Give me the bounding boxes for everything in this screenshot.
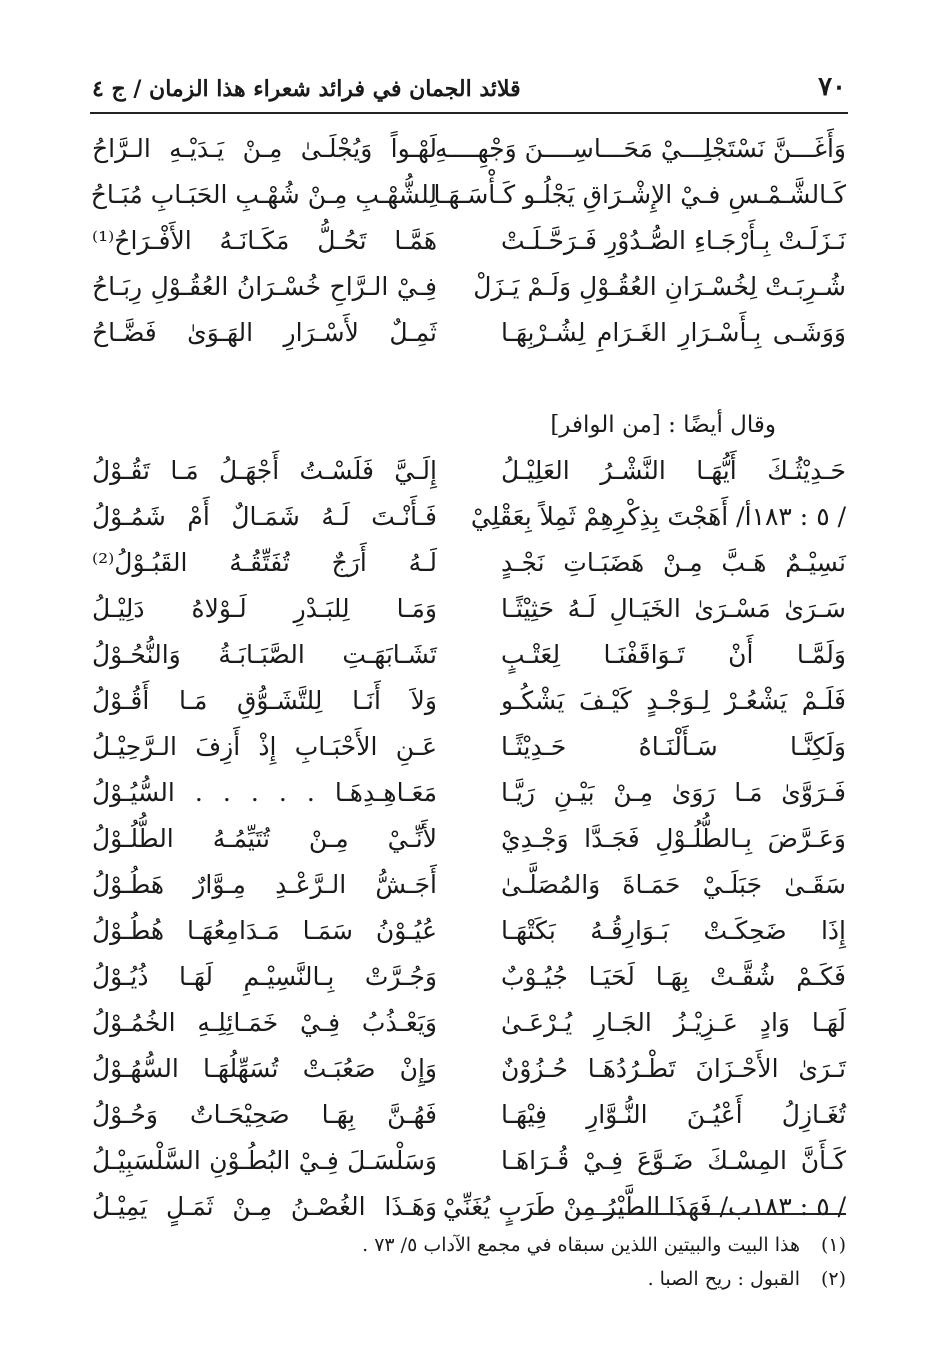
left-verse-bottom-9: لأَنِّـيْ مِـنْ تُتَيِّمُـهُ الطُّلُـوْلُ: [92, 824, 437, 853]
right-verse-bottom-1: حَـدِيْثُـكَ أَيُّهَـا النَّشْـرُ العَلِيْـلُ: [501, 456, 846, 485]
left-verse-bottom-16: وَسَلْسَـلَ فِـيْ البُطُـوْنِ السَّلْسَبِيْـلُ: [92, 1146, 437, 1175]
right-verse-bottom-3: نَسِيْـمٌ هَـبَّ مِـنْ هَضَبَـاتِ نَجْـدٍ: [501, 548, 846, 577]
right-verses-bottom: [442, 448, 846, 1230]
right-verse-bottom-4: سَـرَىٰ مَسْـرَىٰ الخَيَـالِ لَـهُ حَثِيْثًـا: [501, 594, 846, 623]
right-verse-top-4: شُـرِبَـتْ لِخُسْـرَانِ العُقُـوْلِ وَلَـمْ يَـزَلْ: [473, 272, 846, 301]
footnote-text: هذا البيت والبيتين اللذين سبقاه في مجمع الآداب ٥/ ٧٣ .: [362, 1234, 800, 1256]
footnote-number: (٢): [820, 1268, 846, 1290]
footnote-number: (١): [820, 1234, 846, 1256]
left-verse-top-4: فِـيْ الـرَّاحِ خُسْـرَانُ العُقُـوْلِ رِبَـاحُ: [92, 272, 437, 301]
footnotes: [246, 1228, 846, 1296]
left-verse-bottom-3: لَـهُ أَرَجٌ تُفَتِّقُـهُ القَبُـوْلُ⁽²⁾: [92, 548, 437, 577]
header-rule: [90, 112, 848, 114]
left-verse-top-5: ثَمِـلٌ لأَسْـرَارِ الهَـوَىٰ فَضَّـاحُ: [92, 318, 437, 347]
right-verses-top: [433, 126, 846, 356]
right-verse-bottom-10: سَقَـىٰ جَبَلَـيْ حَمَـاةَ وَالمُصَلَّـىٰ: [501, 870, 846, 899]
left-verse-bottom-14: وَإِنْ صَعُبَـتْ تُسَهِّلُهَـا السُّهُـوْلُ: [92, 1054, 437, 1083]
poem-intro: وقال أيضًا : [من الوافر]: [550, 412, 776, 438]
left-verse-bottom-5: تَشَـابَهَـتِ الصَّبَـابَـةُ وَالنُّحُـوْلُ: [92, 640, 437, 669]
right-verse-top-2: كَـالشَّـمْـسِ فـيْ الإِشْـرَاقِ يَجْلُـو كَـأْسَـهَـا: [433, 180, 846, 209]
right-verse-bottom-5: وَلَمَّـا أَنْ تَـوَاقَفْنَـا لِعَتْـبٍ: [501, 640, 846, 669]
left-verse-bottom-8: مَعَـاهِـدِهَـا . . . . . السُّيُـوْلُ: [92, 778, 437, 807]
right-verse-bottom-11: إِذَا ضَحِكَـتْ بَـوَارِقُـهُ بَكَتْهَـا: [501, 916, 846, 945]
right-verse-bottom-17: / ٥ : ١٨٣ب/ فَهَذَا الطَّيْرُ مِنْ طَرَبٍ يُغَنِّيْ: [442, 1192, 846, 1221]
right-verse-bottom-7: وَلَكِنَّـا سَـأَلْنَـاهُ حَـدِيْثًـا: [501, 732, 846, 761]
page-header: [92, 62, 846, 102]
right-verse-bottom-16: كَـأَنَّ المِسْـكَ ضَـوَّعَ فِـيْ قُـرَاهَـا: [501, 1146, 846, 1175]
right-verse-bottom-2: / ٥ : ١٨٣أ/ أَهَجْتَ بِذِكْرِهِمْ ثَمِلاً بِعَقْلِيْ: [470, 502, 846, 531]
right-verse-bottom-13: لَهَـا وَادٍ عَـزِيْـزُ الجَـارِ يُـرْعَـىٰ: [501, 1008, 846, 1037]
right-column: [433, 126, 846, 1230]
right-verse-bottom-12: فَكَـمْ شُقَّـتْ بِهَـا لَحَيَـا جُيُـوْبٌ: [501, 962, 846, 991]
left-column: [92, 126, 437, 1230]
left-verse-top-3: هَمَّـا تَحُـلُّ مَكَـانَـهُ الأَفْـرَاحُ⁽¹⁾: [92, 226, 437, 255]
left-verse-top-2: لِلشُّهْـبِ مِـنْ شُهْـبِ الحَبَـابِ مُبَـاحُ: [90, 180, 437, 209]
footnote-text: القبول : ريح الصبا .: [647, 1268, 800, 1290]
right-verse-bottom-9: وَعَـرَّضَ بِـالطُّلُـوْلِ فَجَـدَّا وَجْـدِيْ: [501, 824, 846, 853]
left-verse-bottom-2: فَـأَنْـتَ لَـهُ شَمَـالٌ أَمْ شَمُـوْلُ: [92, 502, 437, 531]
left-verse-bottom-15: فَهُـنَّ بِهَـا صَحِيْحَـاتٌ وَحُـوْلُ: [92, 1100, 437, 1129]
right-verse-bottom-15: تُغَـازِلُ أَعْيُـنَ النُّـوَّارِ فِيْهَـا: [501, 1100, 846, 1129]
right-verse-bottom-14: تَـرَىٰ الأَحْـزَانَ تَطْـرُدُهَـا حُـزُوْنٌ: [501, 1054, 846, 1083]
footnote-1: [246, 1228, 846, 1262]
left-verse-bottom-4: وَمَـا لِلبَـدْرِ لَـوْلاهُ دَلِيْـلُ: [92, 594, 437, 623]
left-verse-bottom-13: وَيَعْـذُبُ فِـيْ خَمَـائِلِـهِ الخُمُـوْلُ: [92, 1008, 437, 1037]
footnote-rule: [576, 1213, 846, 1215]
left-verse-bottom-11: عُيُـوْنُ سَمَـا مَـدَامِعُهَـا هُطُـوْلُ: [92, 916, 437, 945]
right-verse-bottom-6: فَلَـمْ يَشْعُـرْ لِـوَجْـدٍ كَيْـفَ يَشْكُـو: [501, 686, 846, 715]
right-verse-bottom-8: فَـرَوَّىٰ مَـا رَوَىٰ مِـنْ بَيْـنِ رَيَّـا: [501, 778, 846, 807]
left-verse-bottom-10: أَجَـشُّ الـرَّعْـدِ مِـوَّارٌ هَطُـوْلُ: [92, 870, 437, 899]
left-verse-bottom-6: وَلاَ أَنَـا لِلتَّشَـوُّقِ مَـا أَقُـوْلُ: [92, 686, 437, 715]
left-verses-bottom: [92, 448, 437, 1230]
left-verses-top: [92, 126, 437, 356]
page-number: ٧٠: [818, 72, 846, 102]
poem-body: [90, 126, 846, 1221]
left-verse-top-1: لَهْـواً وَيُجْلَـىٰ مِـنْ يَـدَيْـهِ الـرَّاحُ: [92, 134, 437, 163]
right-verse-top-1: وَأَغَـــنَّ نَسْتَجْلِـــيْ مَحَـــاسِــــنَ وَجْهِــــهِ: [434, 134, 846, 163]
left-verse-bottom-7: عَـنِ الأَحْبَـابِ إِذْ أَزِفَ الـرَّحِيْـلُ: [92, 732, 437, 761]
footnote-2: [246, 1262, 846, 1296]
right-verse-top-5: وَوَشَـى بِـأَسْـرَارِ الغَـرَامِ لِشُـرْبِهَـا: [501, 318, 846, 347]
left-verse-bottom-1: إِلَـيَّ فَلَسْـتُ أَجْهَـلُ مَـا تَقُـوْلُ: [92, 456, 437, 485]
right-verse-top-3: نَـزَلَـتْ بِـأَرْجَـاءِ الصُّـدُوْرِ فَـرَحَّـلَـتْ: [501, 226, 846, 255]
left-verse-bottom-12: وَجُـرَّتْ بِـالنَّسِيْـمِ لَهَـا ذُيُـوْلُ: [92, 962, 437, 991]
left-verse-bottom-17: وَهَـذَا الغُصْـنُ مِـنْ ثَمَـلٍ يَمِيْـلُ: [92, 1192, 437, 1221]
running-title: قلائد الجمان في فرائد شعراء هذا الزمان / ج ٤: [92, 76, 521, 102]
